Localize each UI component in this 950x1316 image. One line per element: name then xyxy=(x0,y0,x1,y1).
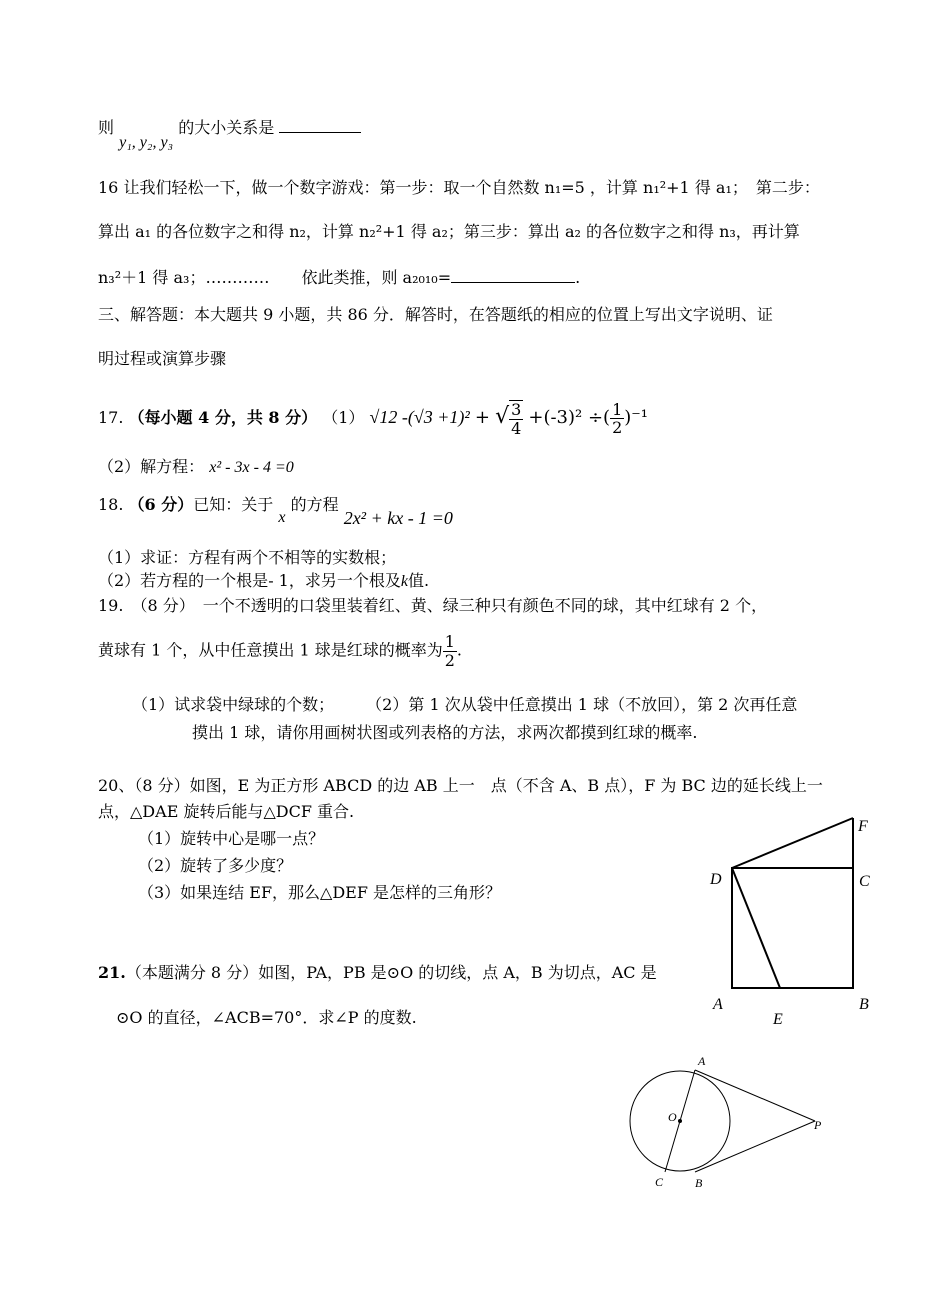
label-P: P xyxy=(814,1118,822,1132)
segment-DE xyxy=(732,868,780,988)
q20-question2: （2）旋转了多少度？ xyxy=(138,856,293,875)
q19-line1: 19. （8 分） 一个不透明的口袋里装着红、黄、绿三种只有颜色不同的球，其中红球有 2 个， xyxy=(98,596,768,615)
label-C: C xyxy=(859,873,870,890)
square-ABCD xyxy=(732,868,853,988)
circle-tangent-figure xyxy=(620,1045,840,1195)
label-C: C xyxy=(655,1175,664,1189)
q21-line1: 21.（本题满分 8 分）如图，PA，PB 是⊙O 的切线，点 A，B 为切点，AC 是 xyxy=(98,963,657,982)
q20-question1: （1）旋转中心是哪一点？ xyxy=(138,829,325,848)
fraction-three-quarters: $\frac{3}{4}$ xyxy=(511,400,522,438)
center-point xyxy=(678,1119,682,1123)
label-F: F xyxy=(858,818,868,835)
label-O: O xyxy=(668,1110,677,1124)
answer-blank[interactable] xyxy=(279,118,361,133)
segment-DF xyxy=(732,818,853,868)
tangent-PA xyxy=(695,1070,815,1121)
label-A: A xyxy=(698,1054,706,1068)
label-E: E xyxy=(773,1011,783,1028)
q20-line1: 20、（8 分）如图，E 为正方形 ABCD 的边 AB 上一 点（不含 A、B 点），F 为 BC 边的延长线上一 xyxy=(98,776,823,795)
q15-variables: y₁, y₂, y₃ xyxy=(119,134,174,151)
q18-part1: （1）求证：方程有两个不相等的实数根； xyxy=(98,548,397,567)
q17-part1: 17. （每小题 4 分，共 8 分） （1） √12 -(√3 +1)² + √ $\frac{3}{4}$ +(-3)² ÷( $\frac{1}{2}$ )⁻¹ xyxy=(98,399,649,438)
equation: 2x² + kx - 1 =0 xyxy=(343,508,453,528)
q15-tail: 则 y₁, y₂, y₃ 的大小关系是 xyxy=(98,118,361,138)
tangent-PB xyxy=(695,1121,815,1172)
q16-line3: n₃²＋1 得 a₃；………… 依此类推，则 a₂₀₁₀= . xyxy=(98,268,581,287)
square-figure xyxy=(700,810,890,1030)
q19-part1: （1）试求袋中绿球的个数； （2）第 1 次从袋中任意摸出 1 球（不放回），第 2 次再任意 xyxy=(132,695,798,714)
q19-line2: 黄球有 1 个，从中任意摸出 1 球是红球的概率为 $\frac{1}{2}$ . xyxy=(98,632,462,670)
section-heading: 三、解答题：本大题共 9 小题，共 86 分．解答时，在答题纸的相应的位置上写出文字说明、证 xyxy=(98,305,773,324)
q18-part2: （2）若方程的一个根是- 1，求另一个根及k值. xyxy=(98,571,430,590)
answer-blank[interactable] xyxy=(451,268,575,283)
q16-line1: 16 让我们轻松一下，做一个数字游戏：第一步：取一个自然数 n₁=5 ，计算 n₁²+1 得 a₁； 第二步： xyxy=(98,178,820,197)
label-B: B xyxy=(695,1176,703,1190)
equation: x² - 3x - 4 =0 xyxy=(209,459,294,476)
label-A: A xyxy=(713,996,723,1013)
q20-question3: （3）如果连结 EF，那么△DEF 是怎样的三角形？ xyxy=(138,883,502,902)
q16-line2: 算出 a₁ 的各位数字之和得 n₂，计算 n₂²+1 得 a₂；第三步：算出 a₂ 的各位数字之和得 n₃，再计算 xyxy=(98,222,800,241)
q19-part2: 摸出 1 球，请你用画树状图或列表格的方法，求两次都摸到红球的概率. xyxy=(192,723,698,742)
q17-part2: （2）解方程： x² - 3x - 4 =0 xyxy=(98,457,294,476)
q21-line2: ⊙O 的直径，∠ACB=70°．求∠P 的度数. xyxy=(116,1008,417,1027)
label-D: D xyxy=(710,871,722,888)
label-B: B xyxy=(859,996,869,1013)
q18-stem: 18. （6 分）已知：关于 x 的方程 2x² + kx - 1 =0 xyxy=(98,495,453,528)
fraction-half: $\frac{1}{2}$ xyxy=(612,399,623,438)
expression: √12 -(√3 +1)² xyxy=(369,407,470,428)
section-heading-cont: 明过程或演算步骤 xyxy=(98,349,227,368)
q20-line2: 点，△DAE 旋转后能与△DCF 重合. xyxy=(98,802,355,821)
fraction-half: $\frac{1}{2}$ xyxy=(444,632,455,670)
